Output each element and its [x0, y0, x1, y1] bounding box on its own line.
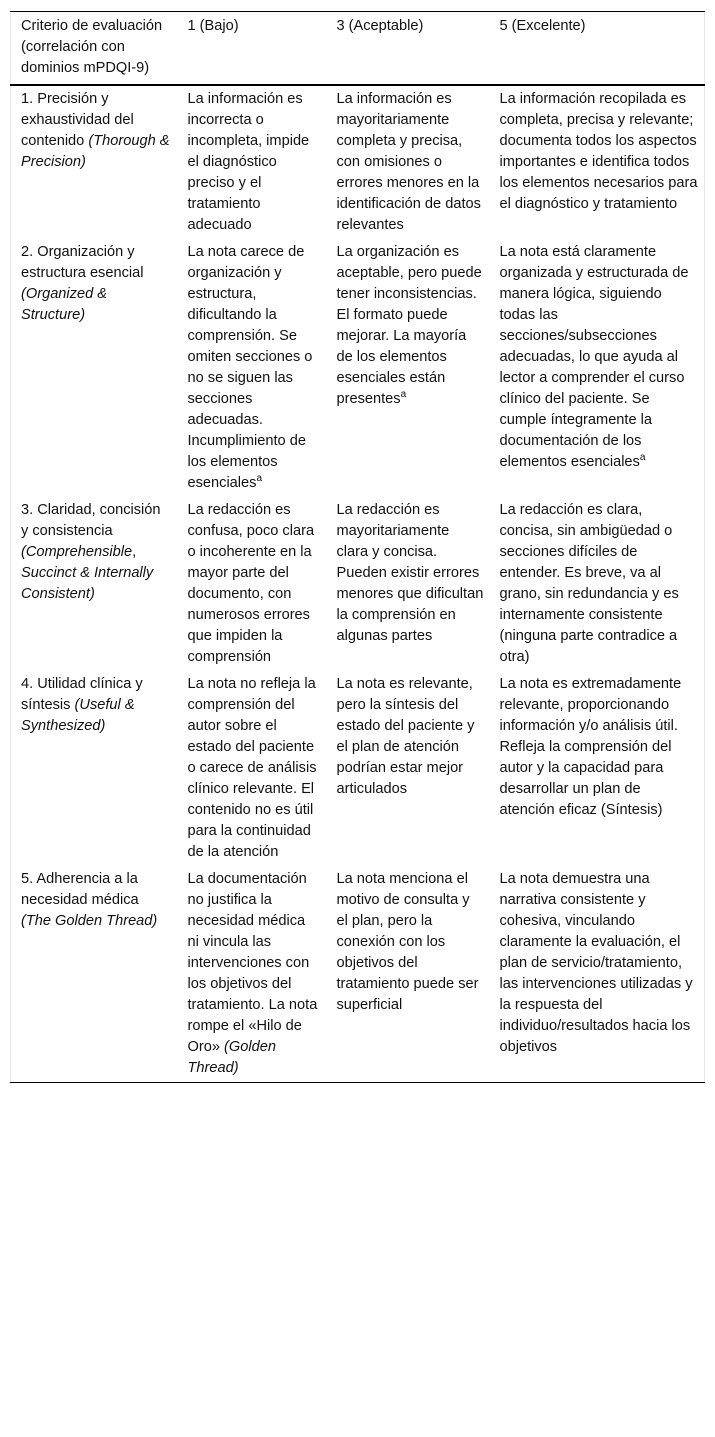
table-row [11, 239, 705, 497]
table-row [11, 85, 705, 239]
criterion-cell: 5. Adherencia a la necesidad médica (The Golden Thread) [21, 871, 158, 929]
acceptable-cell: La nota es relevante, pero la síntesis del estado del paciente y el plan de atención podrían estar mejor articulados [336, 676, 475, 797]
footnote-marker: a [256, 473, 263, 485]
header-low: 1 (Bajo) [187, 18, 239, 34]
excellent-cell: La nota es extremadamente relevante, proporcionando información y/o análisis útil. Refleja la comprensión del autor y la capacidad para desarrollar un plan de atención eficaz (Síntesis) [499, 676, 682, 818]
excellent-cell: La información recopilada es completa, precisa y relevante; documenta todos los aspectos importantes e identifica todos los elementos necesarios para el diagnóstico y tratamiento [499, 91, 698, 212]
low-cell: La redacción es confusa, poco clara o incoherente en la mayor parte del documento, con numerosos errores que impiden la comprensión [187, 502, 315, 665]
rubric-table [10, 11, 705, 1083]
low-cell: La nota carece de organización y estructura, dificultando la comprensión. Se omiten secciones o no se siguen las secciones adecuadas. Incumplimiento de los elementos esenciales$^a$ [187, 244, 313, 491]
acceptable-cell: La redacción es mayoritariamente clara y concisa. Pueden existir errores menores que dificultan la comprensión en algunas partes [336, 502, 484, 644]
rubric-table-wrapper [10, 11, 704, 1083]
header-criterion: Criterio de evaluación (correlación con dominios mPDQI-9) [21, 18, 163, 76]
excellent-cell: La nota está claramente organizada y estructurada de manera lógica, siguiendo todas las secciones/subsecciones adecuadas, lo que ayuda al lector a comprender el curso clínico del paciente. Se cumple íntegramente la documentación de los elementos esenciales$^a$ [499, 244, 689, 470]
footnote-marker: a [639, 452, 646, 464]
low-cell: La información es incorrecta o incompleta, impide el diagnóstico preciso y el tratamiento adecuado [187, 91, 310, 233]
low-cell: La nota no refleja la comprensión del autor sobre el estado del paciente o carece de análisis clínico relevante. El contenido no es útil para la continuidad de la atención [187, 676, 317, 860]
footnote-marker: a [400, 389, 407, 401]
header-excellent: 5 (Excelente) [499, 18, 586, 34]
table-header-row [11, 12, 705, 86]
acceptable-cell: La organización es aceptable, pero puede tener inconsistencias. El formato puede mejorar. La mayoría de los elementos esenciales están presentes$^a$ [336, 244, 482, 407]
excellent-cell: La nota demuestra una narrativa consistente y cohesiva, vinculando claramente la evaluación, el plan de servicio/tratamiento, las intervenciones utilizadas y la respuesta del individuo/resultados hacia los objetivos [499, 871, 693, 1055]
low-cell: La documentación no justifica la necesidad médica ni vincula las intervenciones con los objetivos del tratamiento. La nota rompe el «Hilo de Oro» (Golden Thread) [187, 871, 318, 1076]
table-row [11, 497, 705, 671]
table-row [11, 866, 705, 1083]
criterion-cell: 1. Precisión y exhaustividad del contenido (Thorough & Precision) [21, 91, 170, 170]
criterion-cell: 3. Claridad, concisión y consistencia (Comprehensible, Succinct & Internally Consistent) [21, 502, 161, 602]
criterion-cell: 4. Utilidad clínica y síntesis (Useful & Synthesized) [21, 676, 143, 734]
criterion-cell: 2. Organización y estructura esencial (Organized & Structure) [21, 244, 144, 323]
header-acceptable: 3 (Aceptable) [336, 18, 424, 34]
excellent-cell: La redacción es clara, concisa, sin ambigüedad o secciones difíciles de entender. Es breve, va al grano, sin redundancia y es internamente consistente (ninguna parte contradice a otra) [499, 502, 679, 665]
acceptable-cell: La información es mayoritariamente completa y precisa, con omisiones o errores menores en la identificación de datos relevantes [336, 91, 481, 233]
acceptable-cell: La nota menciona el motivo de consulta y el plan, pero la conexión con los objetivos del tratamiento puede ser superficial [336, 871, 479, 1013]
table-row [11, 671, 705, 866]
